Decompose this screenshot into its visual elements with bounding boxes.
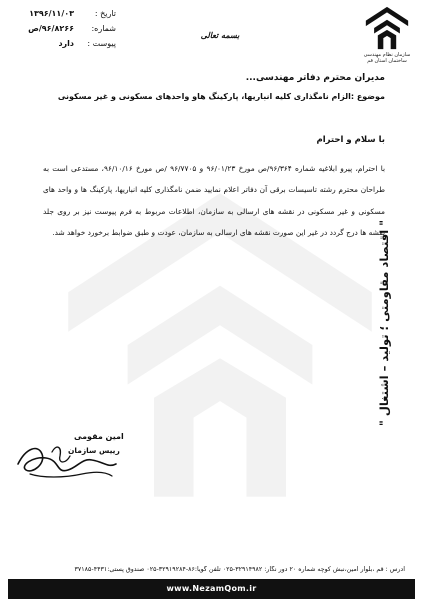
footer-address: آدرس : قم ،بلوار امین،نبش کوچه شماره ۲۰ دور نگار: ۳۲۹۱۴۹۸۲-۰۲۵ تلفن گویا:۸۶-۳۲۹۱۹۲۸۴-۰۲۵ صندوق پستی:۴۴۳۱-۳۷۱۸۵	[74, 566, 405, 573]
signature-block	[12, 432, 132, 488]
engineering-organization-logo-icon	[364, 4, 410, 52]
footer-bar	[8, 579, 415, 599]
organization-name: سازمان نظام مهندسی ساختمان استان قم	[363, 52, 411, 64]
meta-label: تاریخ :	[94, 9, 116, 18]
meta-label: پیوست :	[87, 39, 116, 48]
slogan-text: " اقتصاد مقاومتی ؛ تولید – اشتغال "	[377, 219, 391, 427]
meta-row-date	[8, 6, 116, 21]
signatory-title: رییس سازمان	[68, 446, 120, 455]
letter-subject: موضوع :الزام نامگذاری کلیه انباریها، پارکینگ هاو واحدهای مسکونی و غیر مسکونی	[57, 92, 385, 101]
bismillah-heading: بسمه تعالی	[200, 30, 240, 40]
signatory-name: امین مقومی	[74, 432, 124, 441]
footer-website: www.NezamQom.ir	[166, 584, 257, 593]
handwritten-signature-icon	[12, 434, 122, 482]
meta-value-number: ۹۶/۸۲۶۶/ص	[28, 24, 74, 33]
letter-meta	[8, 6, 116, 51]
slogan-vertical	[367, 183, 401, 463]
letter-greeting: با سلام و احترام	[316, 135, 385, 145]
letter-recipient: مدیران محترم دفاتر مهندسی...	[245, 73, 385, 83]
meta-value-date: ۱۳۹۶/۱۱/۰۳	[29, 9, 74, 18]
meta-row-number	[8, 21, 116, 36]
meta-value-attachment: دارد	[58, 39, 74, 48]
meta-label: شماره:	[91, 24, 116, 33]
meta-row-attachment	[8, 36, 116, 51]
organization-logo	[356, 4, 418, 70]
letter-body-paragraph: با احترام، پیرو ابلاغیه شماره ۹۶/۳۶۴/ص مورخ ۹۶/۰۱/۲۳ و ۹۶/۷۷۰۵ /ص مورخ ۹۶/۱۰/۱۶، مستدعی است به طراحان محترم رشته تاسیسات برقی آن دفاتر اعلام نمایید ضمن نامگذاری کلیه انباریها، پارکینگ ها و واحد های مسکونی و غیر مسکونی در نقشه های ارسالی به سازمان، اطلاعات مربوط به فرم پیوست نیز بر روی جلد نقشه ها درج گردد در غیر این صورت نقشه های ارسالی به سازمان، عودت و طبق ضوابط برخورد خواهد شد.	[43, 164, 385, 237]
